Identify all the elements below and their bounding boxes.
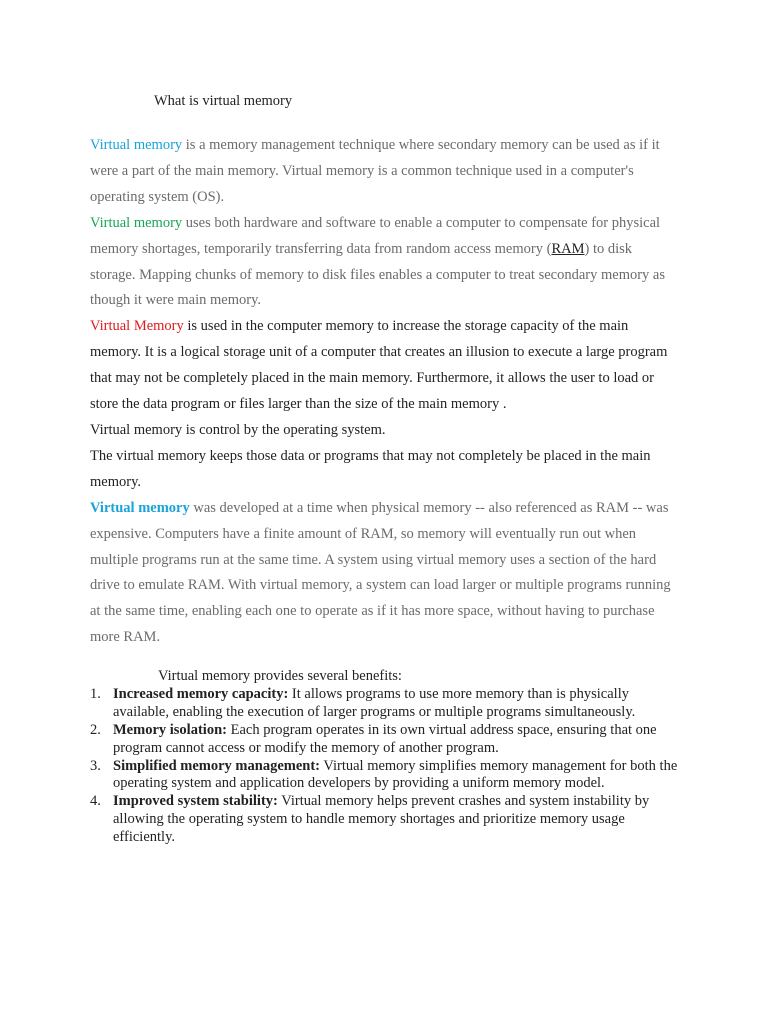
benefit-number: 1. [90, 685, 101, 702]
benefit-heading: Increased memory capacity: [113, 685, 289, 702]
document-title: What is virtual memory [154, 93, 293, 109]
benefit-item [90, 793, 680, 847]
benefit-number: 4. [90, 793, 101, 810]
paragraph-4: Virtual memory is control by the operating system. [90, 421, 386, 438]
benefits-section [90, 668, 680, 847]
benefit-text: Each program operates in its own virtual address space, ensuring that one program cannot access or modify the memory of another program. [113, 721, 657, 756]
document-body [90, 133, 676, 651]
benefit-text: Virtual memory helps prevent crashes and system instability by allowing the operating system to handle memory shortages and prioritize memory usage efficiently. [113, 793, 650, 846]
ram-link[interactable]: RAM [551, 240, 585, 257]
benefit-number: 3. [90, 757, 101, 774]
benefit-heading: Simplified memory management: [113, 757, 320, 774]
benefit-item [90, 686, 680, 722]
paragraph-3-keyword: Virtual Memory [90, 318, 184, 335]
paragraph-2 [90, 211, 676, 315]
benefit-number: 2. [90, 721, 101, 738]
benefit-heading: Memory isolation: [113, 721, 227, 738]
paragraph-3-text: is used in the computer memory to increase the storage capacity of the main memory. It is a logical storage unit of a computer that creates an illusion to execute a large program that may not be completely placed in the main memory. Furthermore, it allows the user to load or store the data program or files larger than the size of the main memory . [90, 318, 668, 413]
paragraph-1 [90, 133, 676, 211]
benefits-list [90, 686, 680, 847]
benefits-intro: Virtual memory provides several benefits: [158, 668, 402, 684]
paragraph-3 [90, 314, 676, 418]
paragraph-1-text: is a memory management technique where secondary memory can be used as if it were a part of the main memory. Virtual memory is a common technique used in a computer's operating system (OS). [90, 137, 660, 205]
benefit-item [90, 722, 680, 758]
benefit-heading: Improved system stability: [113, 793, 278, 810]
paragraph-2-text-before-link: uses both hardware and software to enable a computer to compensate for physical memory shortages, temporarily transferring data from random access memory ( [90, 214, 661, 257]
paragraph-1-keyword: Virtual memory [90, 137, 183, 153]
benefit-item [90, 758, 680, 794]
paragraph-2-keyword: Virtual memory [90, 214, 183, 231]
paragraph-6-keyword: Virtual memory [90, 499, 190, 516]
benefit-text: Virtual memory simplifies memory management for both the operating system and application developers by providing a uniform memory model. [113, 757, 678, 792]
paragraph-2-text-after-link: ) to disk storage. Mapping chunks of memory to disk files enables a computer to treat secondary memory as though it were main memory. [90, 240, 666, 309]
paragraph-5: The virtual memory keeps those data or programs that may not completely be placed in the main memory. [90, 447, 651, 490]
paragraph-6 [90, 496, 676, 651]
benefit-text: It allows programs to use more memory than is physically available, enabling the execution of larger programs or multiple programs simultaneously. [113, 685, 636, 720]
paragraph-6-text: was developed at a time when physical memory -- also referenced as RAM -- was expensive. Computers have a finite amount of RAM, so memory will eventually run out when multiple programs run at the same time. A system using virtual memory uses a section of the hard drive to emulate RAM. With virtual memory, a system can load larger or multiple programs running at the same time, enabling each one to operate as if it has more space, without having to purchase more RAM. [90, 499, 671, 646]
